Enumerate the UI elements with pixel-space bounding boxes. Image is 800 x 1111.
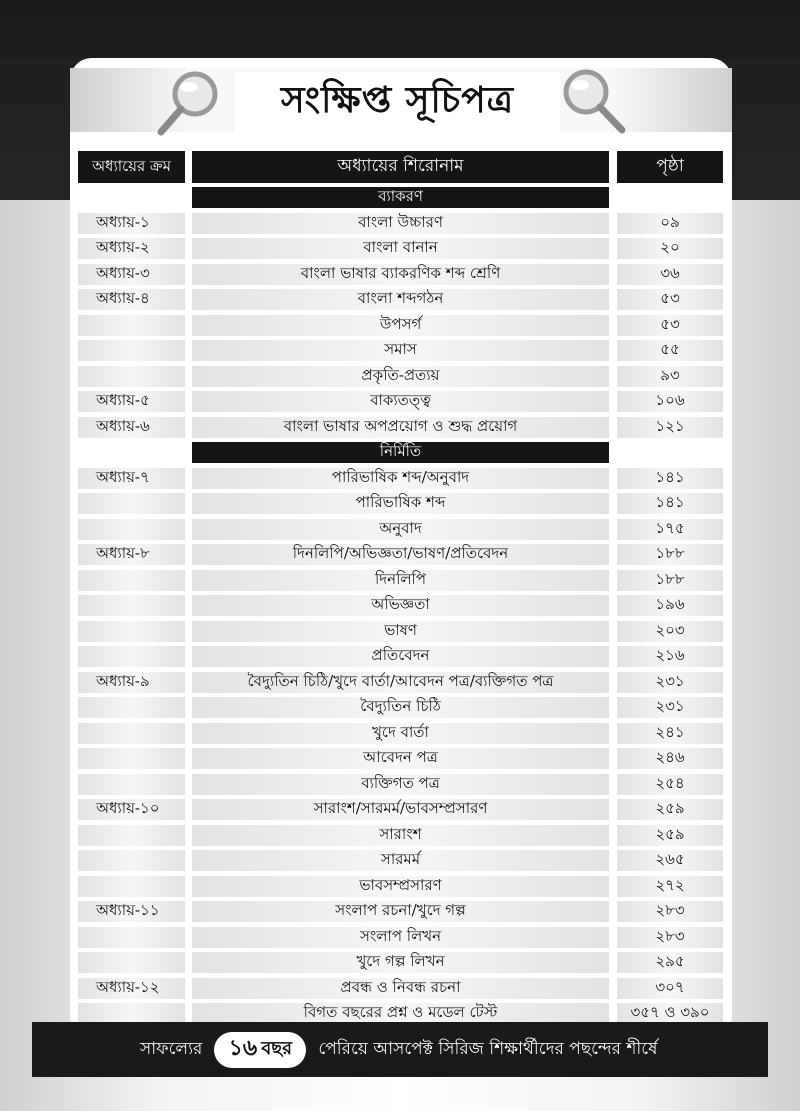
title-cell: প্রবন্ধ ও নিবন্ধ রচনা — [192, 978, 609, 999]
chapter-cell: অধ্যায়-৫ — [78, 391, 185, 412]
chapter-cell — [78, 723, 185, 744]
table-row — [0, 364, 800, 389]
chapter-cell: অধ্যায়-৬ — [78, 417, 185, 438]
page-cell: ২৬৫ — [617, 850, 723, 871]
table-row — [0, 415, 800, 440]
page-cell: ১০৬ — [617, 391, 723, 412]
title-cell: ভাষণ — [192, 621, 609, 642]
title-cell: খুদে গল্প লিখন — [192, 952, 609, 973]
page-cell: ২৩১ — [617, 672, 723, 693]
table-row — [0, 823, 800, 848]
chapter-cell — [78, 366, 185, 387]
table-row — [0, 517, 800, 542]
table-row — [0, 746, 800, 771]
title-box — [235, 72, 560, 134]
title-cell: অনুবাদ — [192, 519, 609, 540]
title-cell: সংলাপ লিখন — [192, 927, 609, 948]
table-row — [0, 670, 800, 695]
section-heading: নির্মিতি — [192, 442, 609, 463]
table-row — [0, 772, 800, 797]
years-badge — [214, 1032, 306, 1068]
table-row — [0, 619, 800, 644]
page-cell: ৩৫৭ ও ৩৯০ — [617, 1003, 723, 1024]
magnifier-icon — [155, 68, 225, 138]
page-cell: ৫৩ — [617, 289, 723, 310]
table-row — [0, 874, 800, 899]
page-cell: ২৫৪ — [617, 774, 723, 795]
chapter-cell: অধ্যায়-১ — [78, 213, 185, 234]
chapter-cell — [78, 876, 185, 897]
chapter-cell: অধ্যায়-১০ — [78, 799, 185, 820]
chapter-cell — [78, 646, 185, 667]
table-row — [0, 338, 800, 363]
chapter-cell: অধ্যায়-১২ — [78, 978, 185, 999]
table-row — [0, 236, 800, 261]
page-cell: ১৪১ — [617, 468, 723, 489]
chapter-cell — [78, 927, 185, 948]
footer-suffix: পেরিয়ে আসপেক্ট সিরিজ শিক্ষার্থীদের পছন্দের শীর্ষে — [318, 1038, 658, 1059]
magnifier-icon — [558, 66, 628, 136]
chapter-cell — [78, 315, 185, 336]
page-cell: ১৮৮ — [617, 570, 723, 591]
title-cell: আবেদন পত্র — [192, 748, 609, 769]
title-cell: দিনলিপি — [192, 570, 609, 591]
page-cell: ৩৬ — [617, 264, 723, 285]
title-cell: বাংলা উচ্চারণ — [192, 213, 609, 234]
chapter-cell — [78, 774, 185, 795]
header-page: পৃষ্ঠা — [617, 151, 723, 183]
title-cell: সারাংশ/সারমর্ম/ভাবসম্প্রসারণ — [192, 799, 609, 820]
page-cell: ১৪১ — [617, 493, 723, 514]
table-row — [0, 848, 800, 873]
header-chapter: অধ্যায়ের ক্রম — [78, 151, 185, 183]
title-cell: ভাবসম্প্রসারণ — [192, 876, 609, 897]
page-cell: ২৫৯ — [617, 799, 723, 820]
chapter-cell: অধ্যায়-৭ — [78, 468, 185, 489]
page-cell: ২৪১ — [617, 723, 723, 744]
footer-prefix: সাফল্যের — [140, 1038, 203, 1059]
table-row — [0, 568, 800, 593]
title-cell: সমাস — [192, 340, 609, 361]
footer-banner — [32, 1022, 768, 1077]
years-badge-number: ১৬ — [228, 1035, 258, 1061]
page-cell: ১২১ — [617, 417, 723, 438]
title-cell: সংলাপ রচনা/খুদে গল্প — [192, 901, 609, 922]
chapter-cell — [78, 595, 185, 616]
table-row — [0, 262, 800, 287]
page-cell: ১৮৮ — [617, 544, 723, 565]
header-heading: অধ্যায়ের শিরোনাম — [192, 151, 609, 183]
chapter-cell: অধ্যায়-৮ — [78, 544, 185, 565]
table-row — [0, 976, 800, 1001]
page-cell: ২০৩ — [617, 621, 723, 642]
table-row — [0, 491, 800, 516]
page-cell: ২৯৫ — [617, 952, 723, 973]
chapter-cell — [78, 621, 185, 642]
years-badge-unit: বছর — [261, 1038, 293, 1059]
page-cell: ২৮৩ — [617, 927, 723, 948]
chapter-cell: অধ্যায়-৪ — [78, 289, 185, 310]
chapter-cell — [78, 952, 185, 973]
title-cell: দিনলিপি/অভিজ্ঞতা/ভাষণ/প্রতিবেদন — [192, 544, 609, 565]
page-cell: ২৫৯ — [617, 825, 723, 846]
chapter-cell — [78, 825, 185, 846]
chapter-cell: অধ্যায়-৩ — [78, 264, 185, 285]
title-cell: ব্যক্তিগত পত্র — [192, 774, 609, 795]
chapter-cell: অধ্যায়-১১ — [78, 901, 185, 922]
table-row — [0, 950, 800, 975]
title-cell: বাংলা শব্দগঠন — [192, 289, 609, 310]
table-row — [0, 695, 800, 720]
table-row — [0, 211, 800, 236]
title-cell: বৈদ্যুতিন চিঠি/খুদে বার্তা/আবেদন পত্র/ব্যক্তিগত পত্র — [192, 672, 609, 693]
title-cell: বাংলা ভাষার অপপ্রয়োগ ও শুদ্ধ প্রয়োগ — [192, 417, 609, 438]
page-cell: ২৩১ — [617, 697, 723, 718]
chapter-cell — [78, 570, 185, 591]
page-cell: ২১৬ — [617, 646, 723, 667]
page-cell: ৩০৭ — [617, 978, 723, 999]
title-cell: বিগত বছরের প্রশ্ন ও মডেল টেস্ট — [192, 1003, 609, 1024]
table-row — [0, 466, 800, 491]
section-heading: ব্যাকরণ — [192, 187, 609, 208]
title-cell: বাক্যতত্ত্ব — [192, 391, 609, 412]
title-cell: বাংলা ভাষার ব্যাকরণিক শব্দ শ্রেণি — [192, 264, 609, 285]
page-cell: ১৭৫ — [617, 519, 723, 540]
title-cell: সারাংশ — [192, 825, 609, 846]
table-row — [0, 313, 800, 338]
table-row — [0, 925, 800, 950]
chapter-cell: অধ্যায়-২ — [78, 238, 185, 259]
page-cell: ২৮৩ — [617, 901, 723, 922]
page-cell: ৫৩ — [617, 315, 723, 336]
title-cell: খুদে বার্তা — [192, 723, 609, 744]
table-row — [0, 797, 800, 822]
chapter-cell — [78, 519, 185, 540]
chapter-cell — [78, 1003, 185, 1024]
title-cell: বৈদ্যুতিন চিঠি — [192, 697, 609, 718]
page-cell: ১৯৬ — [617, 595, 723, 616]
page-cell: ০৯ — [617, 213, 723, 234]
chapter-cell — [78, 850, 185, 871]
title-cell: প্রতিবেদন — [192, 646, 609, 667]
table-row — [0, 644, 800, 669]
table-row — [0, 593, 800, 618]
page-title: সংক্ষিপ্ত সূচিপত্র — [280, 79, 515, 121]
page-cell: ২৪৬ — [617, 748, 723, 769]
page-cell: ২৭২ — [617, 876, 723, 897]
title-cell: উপসর্গ — [192, 315, 609, 336]
chapter-cell: অধ্যায়-৯ — [78, 672, 185, 693]
table-row — [0, 287, 800, 312]
chapter-cell — [78, 748, 185, 769]
chapter-cell — [78, 697, 185, 718]
title-cell: বাংলা বানান — [192, 238, 609, 259]
chapter-cell — [78, 493, 185, 514]
table-row — [0, 899, 800, 924]
page-cell: ২০ — [617, 238, 723, 259]
table-row — [0, 721, 800, 746]
title-cell: পারিভাষিক শব্দ/অনুবাদ — [192, 468, 609, 489]
title-cell: সারমর্ম — [192, 850, 609, 871]
title-cell: অভিজ্ঞতা — [192, 595, 609, 616]
table-row — [0, 542, 800, 567]
title-cell: প্রকৃতি-প্রত্যয় — [192, 366, 609, 387]
page-cell: ৯৩ — [617, 366, 723, 387]
chapter-cell — [78, 340, 185, 361]
table-row — [0, 389, 800, 414]
title-cell: পারিভাষিক শব্দ — [192, 493, 609, 514]
page-cell: ৫৫ — [617, 340, 723, 361]
